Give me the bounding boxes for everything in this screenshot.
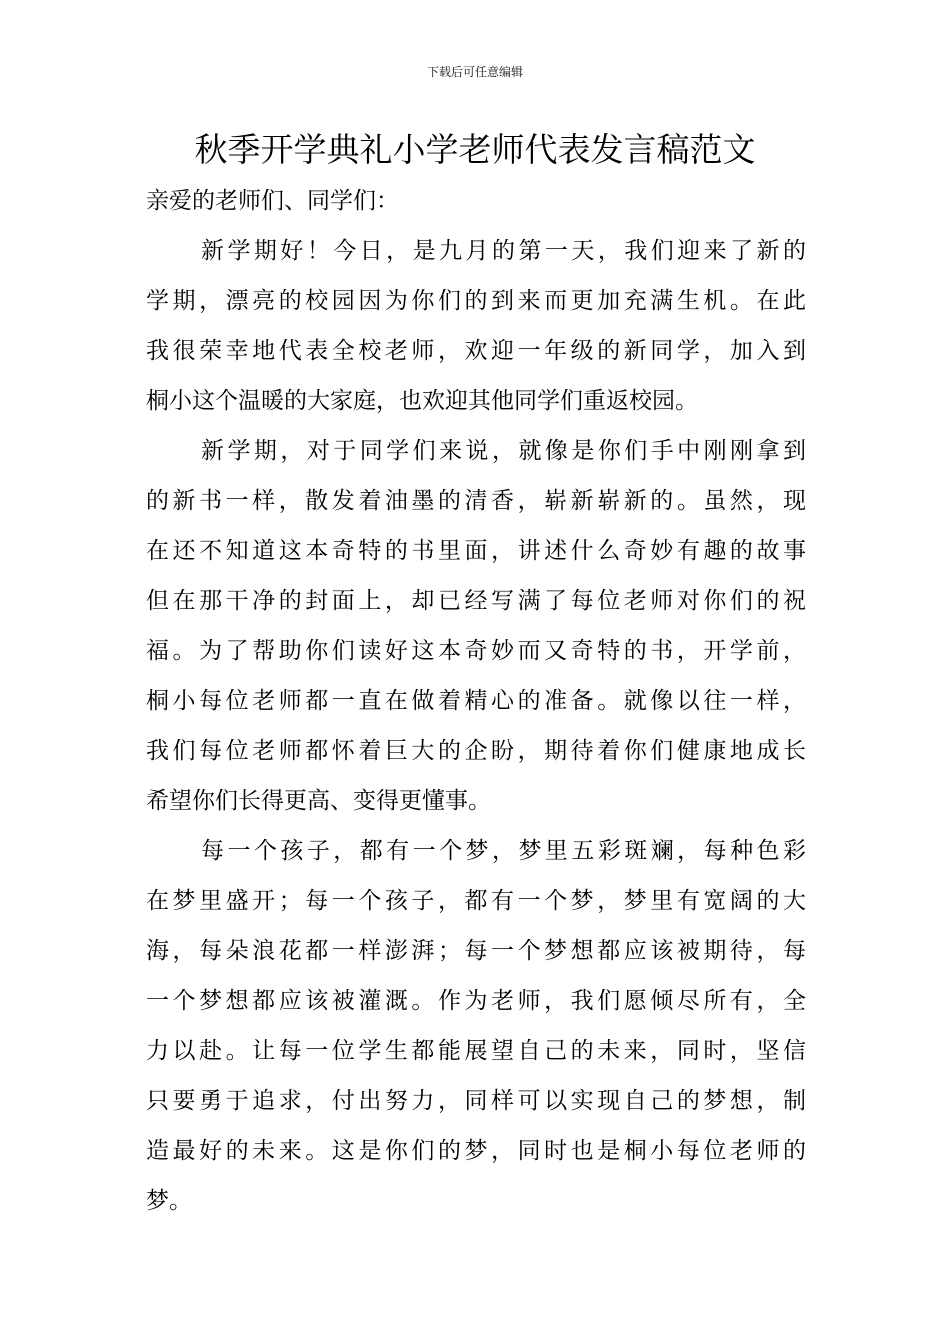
paragraph-line: 我们每位老师都怀着巨大的企盼，期待着你们健康地成长	[146, 738, 806, 764]
paragraph-line: 的新书一样，散发着油墨的清香，崭新崭新的。虽然，现	[146, 488, 806, 514]
page-header: 下载后可任意编辑	[426, 65, 523, 79]
document-title: 秋季开学典礼小学老师代表发言稿范文	[194, 130, 756, 169]
paragraph-line: 在梦里盛开；每一个孩子，都有一个梦，梦里有宽阔的大	[146, 888, 806, 914]
paragraph-line: 造最好的未来。这是你们的梦，同时也是桐小每位老师的	[146, 1138, 806, 1164]
paragraph-line: 桐小每位老师都一直在做着精心的准备。就像以往一样，	[146, 688, 806, 714]
paragraph-line: 海，每朵浪花都一样澎湃；每一个梦想都应该被期待，每	[146, 938, 806, 964]
paragraph-line: 福。为了帮助你们读好这本奇妙而又奇特的书，开学前，	[146, 638, 806, 664]
paragraph-line: 在还不知道这本奇特的书里面，讲述什么奇妙有趣的故事	[146, 538, 806, 564]
paragraph-1	[146, 226, 806, 426]
paragraph-line: 每一个孩子，都有一个梦，梦里五彩斑斓，每种色彩	[201, 838, 806, 864]
paragraph-line: 但在那干净的封面上，却已经写满了每位老师对你们的祝	[146, 588, 806, 614]
paragraph-line: 我很荣幸地代表全校老师，欢迎一年级的新同学，加入到	[146, 338, 806, 364]
paragraph-line: 学期，漂亮的校园因为你们的到来而更加充满生机。在此	[146, 288, 806, 314]
document-body	[146, 176, 806, 1226]
paragraph-2	[146, 426, 806, 826]
paragraph-line: 只要勇于追求，付出努力，同样可以实现自己的梦想，制	[146, 1088, 806, 1114]
paragraph-line: 桐小这个温暖的大家庭，也欢迎其他同学们重返校园。	[146, 388, 698, 414]
paragraph-line: 新学期，对于同学们来说，就像是你们手中刚刚拿到	[201, 438, 806, 464]
salutation: 亲爱的老师们、同学们：	[146, 188, 399, 214]
paragraph-line: 梦。	[146, 1188, 192, 1214]
paragraph-line: 力以赴。让每一位学生都能展望自己的未来，同时，坚信	[146, 1038, 806, 1064]
paragraph-3	[146, 826, 806, 1226]
paragraph-line: 希望你们长得更高、变得更懂事。	[146, 788, 491, 814]
paragraph-line: 一个梦想都应该被灌溉。作为老师，我们愿倾尽所有，全	[146, 988, 806, 1014]
paragraph-line: 新学期好！今日，是九月的第一天，我们迎来了新的	[201, 238, 806, 264]
